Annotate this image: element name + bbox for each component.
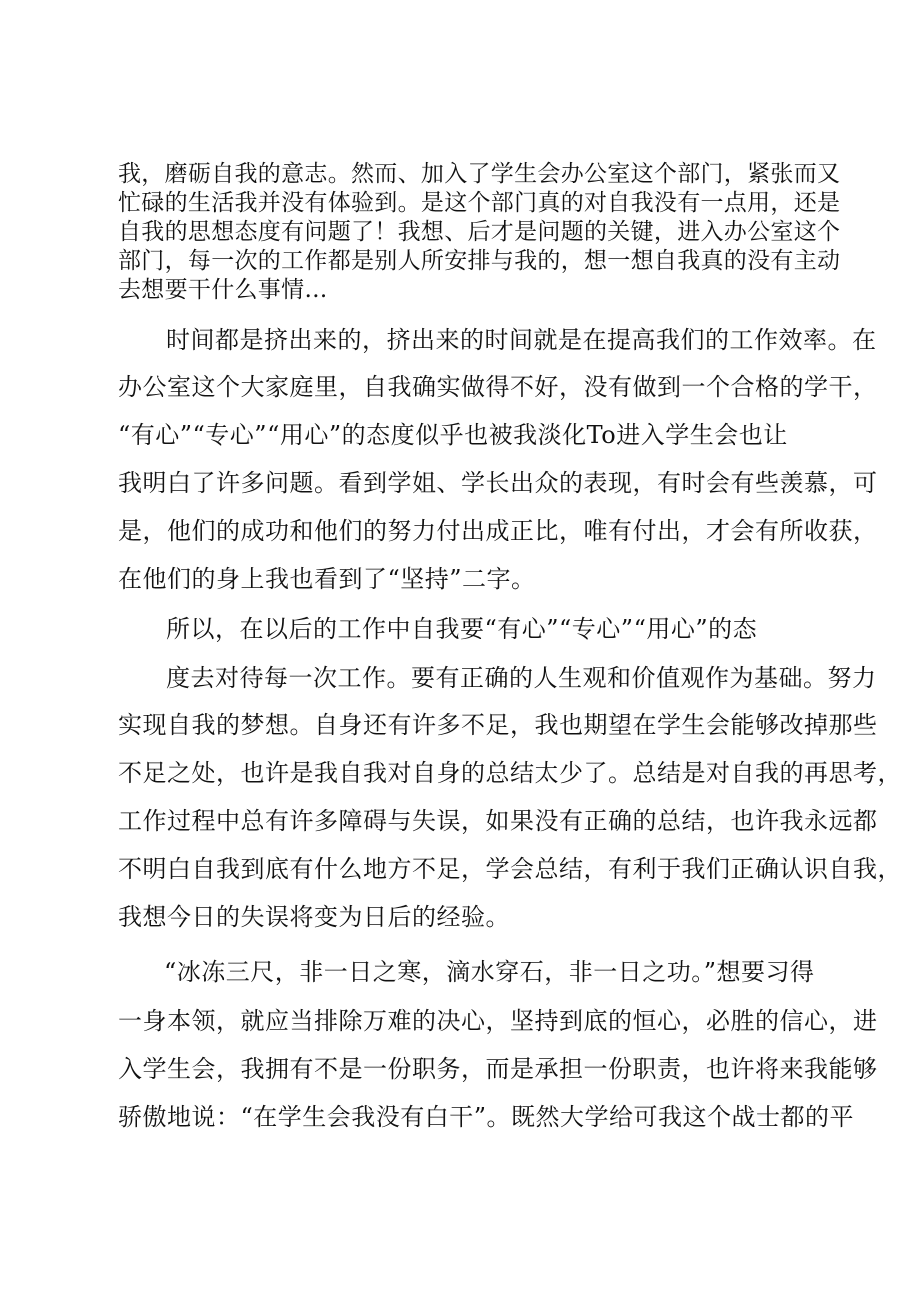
paragraph-1-line-2: 忙碌的生活我并没有体验到。是这个部门真的对自我没有一点用，还是 (118, 190, 841, 216)
paragraph-3-line-3: 实现自我的梦想。自身还有许多不足，我也期望在学生会能够改掉那些 (118, 711, 878, 739)
paragraph-3-line-2: 度去对待每一次工作。要有正确的人生观和价值观作为基础。努力 (166, 664, 877, 692)
paragraph-4-line-3: 入学生会，我拥有不是一份职务，而是承担一份职责，也许将来我能够 (118, 1055, 878, 1083)
paragraph-3-line-1: 所以，在以后的工作中自我要“有心”“专心”“用心”的态 (166, 615, 758, 643)
paragraph-1-line-1: 我，磨砺自我的意志。然而、加入了学生会办公室这个部门，紧张而又 (118, 161, 841, 187)
paragraph-2-line-5: 是，他们的成功和他们的努力付出成正比，唯有付出，才会有所收获， (118, 517, 878, 545)
paragraph-4-line-2: 一身本领，就应当排除万难的决心，坚持到底的恒心，必胜的信心，进 (118, 1007, 878, 1035)
paragraph-4-line-4: 骄傲地说：“在学生会我没有白干”。既然大学给可我这个战士都的平 (118, 1103, 855, 1131)
paragraph-1-line-3: 自我的思想态度有问题了！我想、后才是问题的关键，进入办公室这个 (118, 219, 841, 245)
paragraph-1-line-5: 去想要干什么事情… (118, 277, 328, 303)
paragraph-2-line-2: 办公室这个大家庭里，自我确实做得不好，没有做到一个合格的学干， (118, 373, 878, 401)
paragraph-2-line-1: 时间都是挤出来的，挤出来的时间就是在提高我们的工作效率。在 (166, 326, 877, 354)
paragraph-2-line-4: 我明白了许多问题。看到学姐、学长出众的表现，有时会有些羡慕，可 (118, 469, 878, 497)
paragraph-3-line-5: 工作过程中总有许多障碍与失误，如果没有正确的总结，也许我永远都 (118, 807, 878, 835)
paragraph-2-line-3: “有心”“专心”“用心”的态度似乎也被我淡化To进入学生会也让 (118, 421, 788, 449)
paragraph-3-line-4: 不足之处，也许是我自我对自身的总结太少了。总结是对自我的再思考， (118, 759, 902, 787)
paragraph-3-line-7: 我想今日的失误将变为日后的经验。 (118, 903, 510, 931)
paragraph-2-line-6: 在他们的身上我也看到了“坚持”二字。 (118, 565, 536, 593)
paragraph-1-line-4: 部门，每一次的工作都是别人所安排与我的，想一想自我真的没有主动 (118, 248, 841, 274)
paragraph-4-line-1: “冰冻三尺，非一日之寒，滴水穿石，非一日之功。”想要习得 (164, 958, 815, 986)
paragraph-3-line-6: 不明白自我到底有什么地方不足，学会总结，有利于我们正确认识自我， (118, 855, 902, 883)
